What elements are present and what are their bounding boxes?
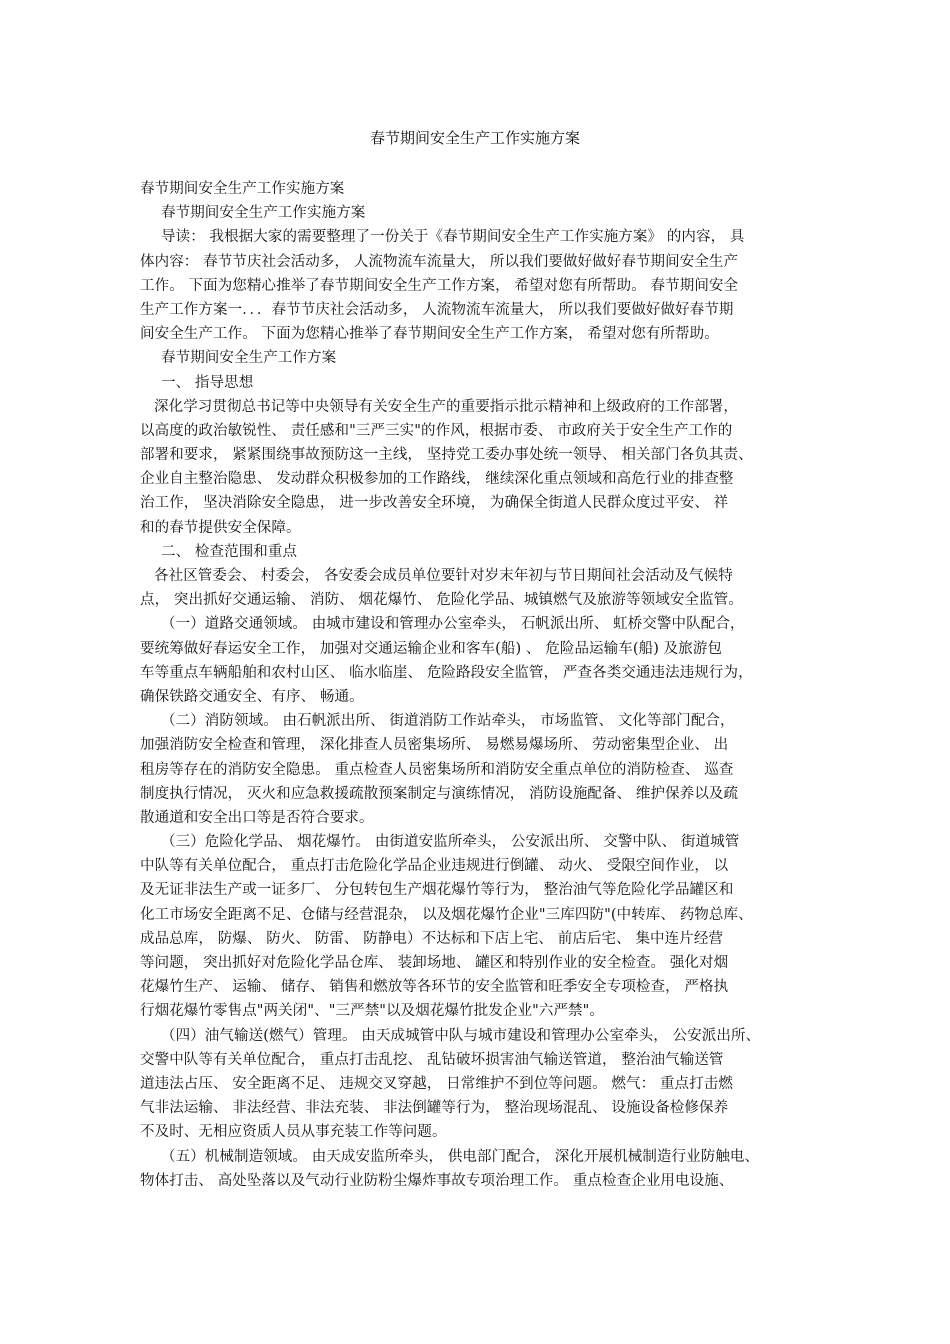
text-line: 及无证非法生产或一证多厂、 分包转包生产烟花爆竹等行为， 整治油气等危险化学品罐区和	[140, 882, 734, 899]
text-line: （二）消防领域。 由石帆派出所、 街道消防工作站牵头， 市场监管、 文化等部门配合，	[161, 713, 735, 730]
document-body	[140, 177, 830, 1193]
text-line: 春节期间安全生产工作实施方案	[140, 181, 345, 197]
text-line: 不及时、无相应资质人员从事充装工作等问题。	[140, 1124, 447, 1141]
text-line: 中队等有关单位配合， 重点打击危险化学品企业违规进行倒罐、 动火、 受限空间作业， 以	[140, 858, 729, 875]
text-line: 一、 指导思想	[161, 374, 254, 391]
text-line: 各社区管委会、 村委会， 各安委会成员单位要针对岁末年初与节日期间社会活动及气候特	[154, 568, 733, 584]
text-line: 气非法运输、 非法经营、非法充装、 非法倒罐等行为， 整治现场混乱、 设施设备检修保养	[140, 1100, 729, 1117]
text-line: 成品总库， 防爆、 防火、 防雷、 防静电）不达标和下店上宅、 前店后宅、 集中连片经营	[140, 930, 724, 947]
text-line: 散通道和安全出口等是否符合要求。	[140, 809, 374, 826]
text-line: 道违法占压、 安全距离不足、 违规交叉穿越， 日常维护不到位等问题。 燃气： 重点打击燃	[140, 1075, 733, 1092]
text-line: 二、 检查范围和重点	[161, 543, 298, 560]
text-line: 深化学习贯彻总书记等中央领导有关安全生产的重要指示批示精神和上级政府的工作部署，	[154, 398, 738, 415]
text-line: 工作。 下面为您精心推举了春节期间安全生产工作方案， 希望对您有所帮助。 春节期间安全	[140, 277, 739, 294]
text-line: 交警中队等有关单位配合， 重点打击乱挖、 乱钻破坏损害油气输送管道， 整治油气输送管	[140, 1051, 724, 1068]
text-line: 点， 突出抓好交通运输、 消防、 烟花爆竹、 危险化学品、城镇燃气及旅游等领域安全监管。	[140, 592, 743, 609]
text-line: 导读： 我根据大家的需要整理了一份关于《春节期间安全生产工作实施方案》 的内容， 具	[161, 229, 745, 246]
text-line: 物体打击、 高处坠落以及气动行业防粉尘爆炸事故专项治理工作。 重点检查企业用电设施、	[140, 1172, 734, 1189]
text-line: 租房等存在的消防安全隐患。 重点检查人员密集场所和消防安全重点单位的消防检查、 巡查	[140, 761, 734, 778]
text-line: （三）危险化学品、 烟花爆竹。 由街道安监所牵头， 公安派出所、 交警中队、 街道城管	[161, 834, 740, 851]
text-line: 春节期间安全生产工作方案	[161, 350, 337, 367]
text-line: 车等重点车辆船舶和农村山区、 临水临崖、 危险路段安全监管， 严查各类交通违法违规行为，	[140, 664, 753, 681]
text-line: 和的春节提供安全保障。	[140, 519, 301, 536]
text-line: 以高度的政治敏锐性、 责任感和"三严三实"的作风，根据市委、 市政府关于安全生产工作的	[140, 422, 733, 439]
text-line: 行烟花爆竹零售点"两关闭"、"三严禁"以及烟花爆竹批发企业"六严禁"。	[140, 1003, 605, 1020]
text-line: 制度执行情况， 灭火和应急救援疏散预案制定与演练情况， 消防设施配备、 维护保养以及疏	[140, 785, 739, 802]
text-line: 治工作， 坚决消除安全隐患， 进一步改善安全环境， 为确保全街道人民群众度过平安、 祥	[140, 495, 729, 512]
text-line: 花爆竹生产、 运输、 储存、 销售和燃放等各环节的安全监管和旺季安全专项检查， 严格执	[140, 979, 729, 996]
text-line: 要统筹做好春运安全工作， 加强对交通运输企业和客车(船) 、 危险品运输车(船) 及旅游包	[140, 640, 723, 657]
text-line: 加强消防安全检查和管理， 深化排查人员密集场所、 易燃易爆场所、 劳动密集型企业、 出	[140, 737, 729, 754]
text-line: （一）道路交通领域。 由城市建设和管理办公室牵头， 石帆派出所、 虹桥交警中队配合，	[161, 616, 745, 633]
text-line: 生产工作方案一．．．春节节庆社会活动多， 人流物流车流量大， 所以我们要做好做好春节期	[140, 301, 734, 318]
text-line: （四）油气输送(燃气）管理。 由天成城管中队与城市建设和管理办公室牵头， 公安派出所、	[161, 1027, 761, 1044]
text-line: 确保铁路交通安全、有序、 畅通。	[140, 688, 364, 705]
text-line: （五）机械制造领域。 由天成安监所牵头， 供电部门配合， 深化开展机械制造行业防触电、	[161, 1148, 760, 1165]
text-line: 化工市场安全距离不足、仓储与经营混杂， 以及烟花爆竹企业"三库四防"(中转库、 药物总库、	[140, 906, 753, 923]
text-line: 间安全生产工作。 下面为您精心推举了春节期间安全生产工作方案， 希望对您有所帮助。	[140, 326, 719, 343]
text-line: 等问题， 突出抓好对危险化学品仓库、 装卸场地、 罐区和特别作业的安全检查。 强化对烟	[140, 955, 729, 971]
text-line: 春节期间安全生产工作实施方案	[161, 205, 366, 222]
document-title: 春节期间安全生产工作实施方案	[369, 129, 580, 147]
text-line: 企业自主整治隐患、 发动群众积极参加的工作路线， 继续深化重点领域和高危行业的排查整	[140, 471, 734, 488]
text-line: 体内容： 春节节庆社会活动多， 人流物流车流量大， 所以我们要做好做好春节期间安全生产	[140, 253, 739, 270]
text-line: 部署和要求， 紧紧围绕事故预防这一主线， 坚持党工委办事处统一领导、 相关部门各负其责、	[140, 447, 753, 464]
